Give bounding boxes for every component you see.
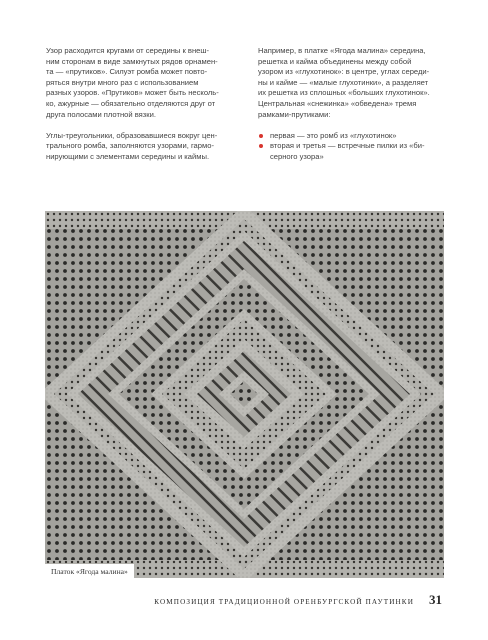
text-line: их решетка из сплошных «больших глухотинок».	[258, 88, 430, 98]
left-paragraph-2	[46, 131, 236, 163]
text-line: друга полосами плотной вязки.	[46, 109, 156, 119]
list-item	[258, 141, 448, 162]
text-line: рамками-прутиками:	[258, 109, 331, 119]
right-text-column	[258, 46, 448, 163]
text-line: ны и кайме — «малые глухотинки», а разделяет	[258, 77, 429, 87]
bullet-dot-icon	[259, 134, 263, 138]
text-line: Узор расходится кругами от середины к внеш-	[46, 46, 209, 55]
text-line: разных узоров. «Прутиков» может быть несколь-	[46, 88, 219, 98]
text-line: та — «прутиков». Силуэт ромба может повто-	[46, 67, 208, 77]
text-line: серного узора»	[270, 151, 324, 161]
list-item	[258, 131, 448, 142]
text-line: узором из «глухотинок»: в центре, углах середи-	[258, 67, 430, 77]
text-line: вторая и третья — встречные пилки из «би-	[270, 141, 425, 151]
text-line: решетка и кайма объединены между собой	[258, 56, 412, 66]
page-footer	[0, 591, 488, 611]
text-line: Центральная «снежинка» «обведена» тремя	[258, 98, 417, 108]
text-line: Углы-треугольники, образовавшиеся вокруг цен-	[46, 130, 218, 140]
bullet-list	[258, 131, 448, 163]
page-number: 31	[429, 592, 442, 607]
left-text-column	[46, 46, 236, 173]
running-title: КОМПОЗИЦИЯ ТРАДИЦИОННОЙ ОРЕНБУРГСКОЙ ПАУТИНКИ	[154, 598, 414, 606]
left-paragraph-1	[46, 46, 236, 120]
text-line: ряться внутри много раз с использованием	[46, 77, 199, 87]
lace-pattern-image	[45, 211, 444, 578]
text-line: Например, в платке «Ягода малина» середина,	[258, 46, 426, 55]
text-line: трального ромба, заполняются узорами, гармо-	[46, 141, 214, 151]
text-line: ко, ажурные — обязательно отделяются друг от	[46, 98, 216, 108]
right-paragraph	[258, 46, 448, 120]
bullet-dot-icon	[259, 144, 263, 148]
text-line: нирующими с элементами середины и каймы.	[46, 151, 210, 161]
text-line: первая — это ромб из «глухотинок»	[270, 130, 397, 140]
text-line: ним сторонам в виде замкнутых рядов орнамен-	[46, 56, 218, 66]
shawl-photo	[45, 211, 444, 578]
photo-caption: Платок «Ягода малина»	[45, 564, 134, 578]
